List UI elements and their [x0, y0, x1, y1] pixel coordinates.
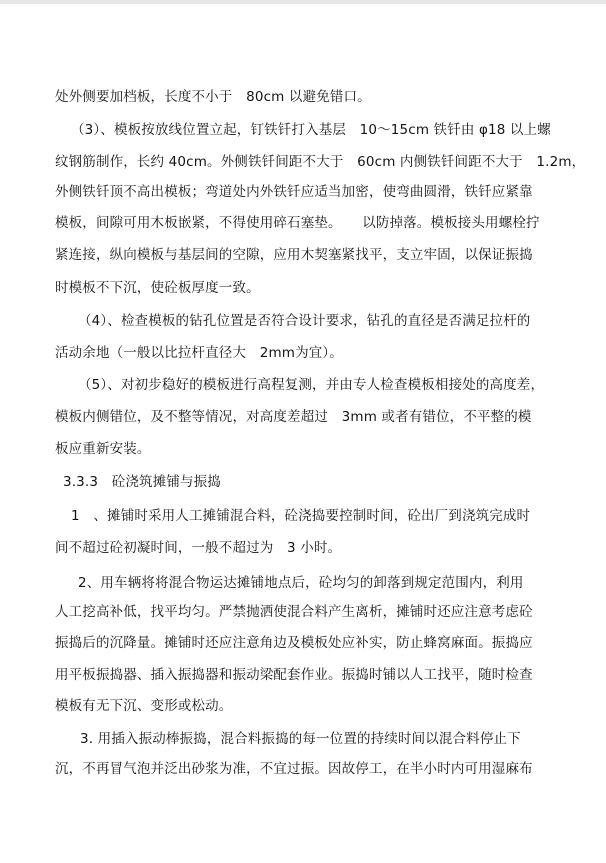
text-line: 振捣后的沉降量。摊铺时还应注意角边及模板处应补实，防止蜂窝麻面。振捣应	[55, 635, 533, 651]
text-line: 人工挖高补低，找平均匀。严禁抛洒使混合料产生离析，摊铺时还应注意考虑砼	[55, 604, 533, 620]
text-line: 模板，间隙可用木板嵌紧，不得使用碎石塞垫。 以防掉落。模板接头用螺栓拧	[55, 215, 540, 231]
text-line: 沉，不再冒气泡并泛出砂浆为准，不宜过振。因故停工，在半小时内可用湿麻布	[55, 761, 533, 777]
text-line: （3）、模板按放线位置立起，钉铁钎打入基层 10～15cm 铁钎由 φ18 以上螺	[71, 122, 551, 138]
text-line: 板应重新安装。	[55, 441, 151, 457]
text-line: （5）、对初步稳好的模板进行高程复测，并由专人检查模板相接处的高度差，	[78, 377, 545, 393]
text-line: 2、用车辆将将混合物运达摊铺地点后，砼均匀的卸落到规定范围内，利用	[78, 575, 524, 591]
text-line: 3. 用插入振动棒振捣，混合料振捣的每一位置的持续时间以混合料停止下	[80, 731, 521, 747]
text-line: 间不超过砼初凝时间，一般不超过为 3 小时。	[55, 540, 342, 556]
text-line: 紧连接，纵向模板与基层间的空隙，应用木契塞紧找平，支立牢固，以保证振捣	[55, 247, 533, 263]
text-line: 纹钢筋制作，长约 40cm。外侧铁钎间距不大于 60cm 内侧铁钎间距不大于 1.2m，	[55, 154, 586, 170]
text-line: 时模板不下沉，使砼板厚度一致。	[55, 280, 260, 296]
page-top-edge	[0, 0, 606, 4]
text-line: 1 、摊铺时采用人工摊铺混合料，砼浇捣要控制时间，砼出厂到浇筑完成时	[71, 508, 531, 524]
text-line: 活动余地（一般以比拉杆直径大 2mm为宜）。	[55, 345, 343, 361]
text-line: （4）、检查模板的钻孔位置是否符合设计要求，钻孔的直径是否满足拉杆的	[78, 313, 531, 329]
section-heading: 3.3.3 砼浇筑摊铺与振捣	[63, 474, 221, 490]
text-line: 外侧铁钎顶不高出模板；弯道处内外铁钎应适当加密，使弯曲圆滑，铁钎应紧靠	[55, 184, 533, 200]
text-line: 模板有无下沉、变形或松动。	[55, 698, 233, 714]
text-line: 处外侧要加档板，长度不小于 80cm 以避免错口。	[55, 89, 371, 105]
text-line: 模板内侧错位，及不整等情况，对高度差超过 3mm 或者有错位，不平整的模	[55, 409, 532, 425]
text-line: 用平板振捣器、插入振捣器和振动梁配套作业。振捣时铺以人工找平，随时检查	[55, 667, 533, 683]
